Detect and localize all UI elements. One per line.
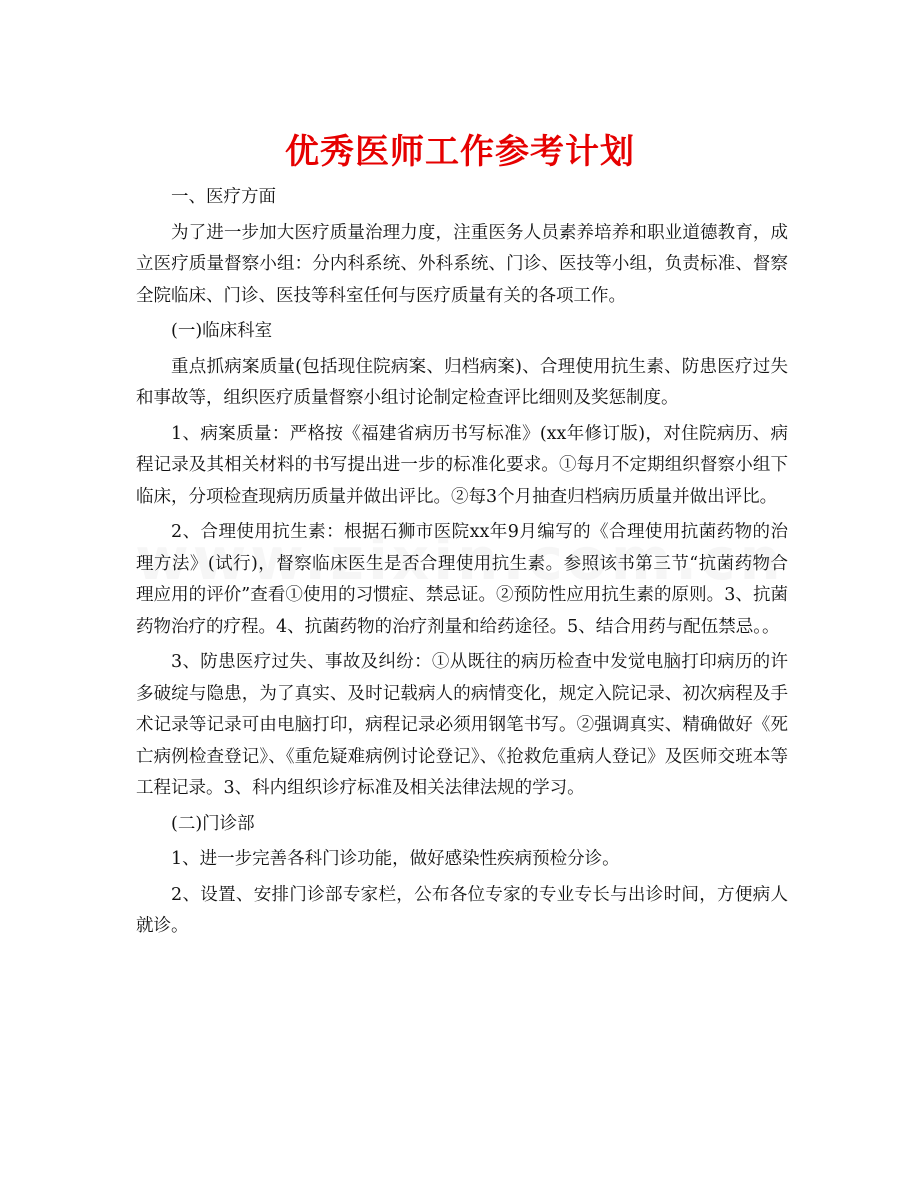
- document-title: 优秀医师工作参考计划: [285, 132, 635, 172]
- section-heading-medical: 一、医疗方面: [171, 187, 276, 207]
- paragraph-clinical-focus: 重点抓病案质量(包括现住院病案、归档病案)、合理使用抗生素、防患医疗过失和事故等，组织医疗质量督察小组讨论制定检查评比细则及奖惩制度。: [136, 356, 788, 408]
- subsection-heading-outpatient: (二)门诊部: [171, 813, 255, 834]
- subsection-heading-clinical: (一)临床科室: [171, 321, 273, 341]
- paragraph-intro: 为了进一步加大医疗质量治理力度，注重医务人员素养培养和职业道德教育，成立医疗质量督察小组：分内科系统、外科系统、门诊、医技等小组，负责标准、督察全院临床、门诊、医技等科室任何与医疗质量有关的各项工作。: [136, 222, 788, 306]
- paragraph-outpatient-1: 1、进一步完善各科门诊功能，做好感染性疾病预检分诊。: [171, 849, 620, 869]
- paragraph-case-quality: 1、病案质量：严格按《福建省病历书写标准》(xx年修订版)，对住院病历、病程记录及其相关材料的书写提出进一步的标准化要求。①每月不定期组织督察小组下临床，分项检查现病历质量并做出评比。②每3个月抽查归档病历质量并做出评比。: [136, 423, 788, 507]
- document-body: [136, 182, 788, 947]
- paragraph-antibiotics: 2、合理使用抗生素：根据石狮市医院xx年9月编写的《合理使用抗菌药物的治理方法》(试行)，督察临床医生是否合理使用抗生素。参照该书第三节“抗菌药物合理应用的评价”查看①使用的习惯症、禁忌证。②预防性应用抗生素的原则。3、抗菌药物治疗的疗程。4、抗菌药物的治疗剂量和给药途径。5、结合用药与配伍禁忌。。: [136, 522, 788, 637]
- paragraph-prevent-errors: 3、防患医疗过失、事故及纠纷：①从既往的病历检查中发觉电脑打印病历的许多破绽与隐患，为了真实、及时记载病人的病情变化，规定入院记录、初次病程及手术记录等记录可由电脑打印，病程记录必须用钢笔书写。②强调真实、精确做好《死亡病例检查登记》、《重危疑难病例讨论登记》、《抢救危重病人登记》及医师交班本等工程记录。3、科内组织诊疗标准及相关法律法规的学习。: [136, 652, 788, 798]
- paragraph-outpatient-2: 2、设置、安排门诊部专家栏，公布各位专家的专业专长与出诊时间，方便病人就诊。: [136, 884, 788, 936]
